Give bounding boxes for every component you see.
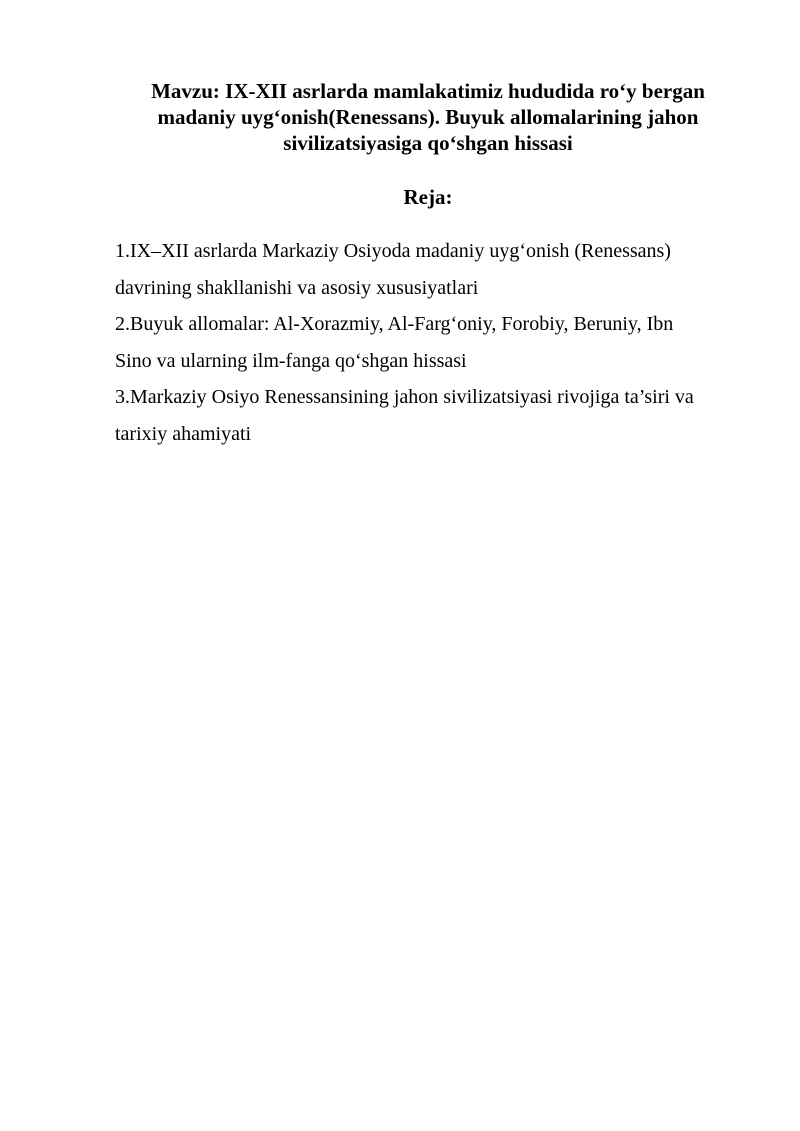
title-line: Mavzu: IX-XII asrlarda mamlakatimiz hududida ro‘y bergan bbox=[151, 79, 705, 103]
plan-item-line: davrining shakllanishi va asosiy xususiyatlari bbox=[115, 276, 479, 299]
title-line: madaniy uyg‘onish(Renessans). Buyuk allomalarining jahon bbox=[157, 105, 699, 129]
plan-item-line: 1.IX–XII asrlarda Markaziy Osiyoda madaniy uyg‘onish (Renessans) bbox=[115, 240, 671, 262]
plan-heading: Reja: bbox=[403, 185, 453, 209]
document-title bbox=[128, 78, 728, 156]
plan-item bbox=[115, 379, 755, 452]
plan-item-line: 2.Buyuk allomalar: Al-Xorazmiy, Al-Farg‘oniy, Forobiy, Beruniy, Ibn bbox=[115, 313, 674, 335]
plan-item-line: 3.Markaziy Osiyo Renessansining jahon sivilizatsiyasi rivojiga ta’siri va bbox=[115, 386, 694, 408]
title-line: sivilizatsiyasiga qo‘shgan hissasi bbox=[283, 131, 573, 155]
plan-item bbox=[115, 233, 755, 306]
plan-list bbox=[115, 233, 755, 452]
plan-item bbox=[115, 306, 755, 379]
plan-item-line: Sino va ularning ilm-fanga qo‘shgan hissasi bbox=[115, 349, 467, 372]
plan-item-line: tarixiy ahamiyati bbox=[115, 422, 252, 445]
